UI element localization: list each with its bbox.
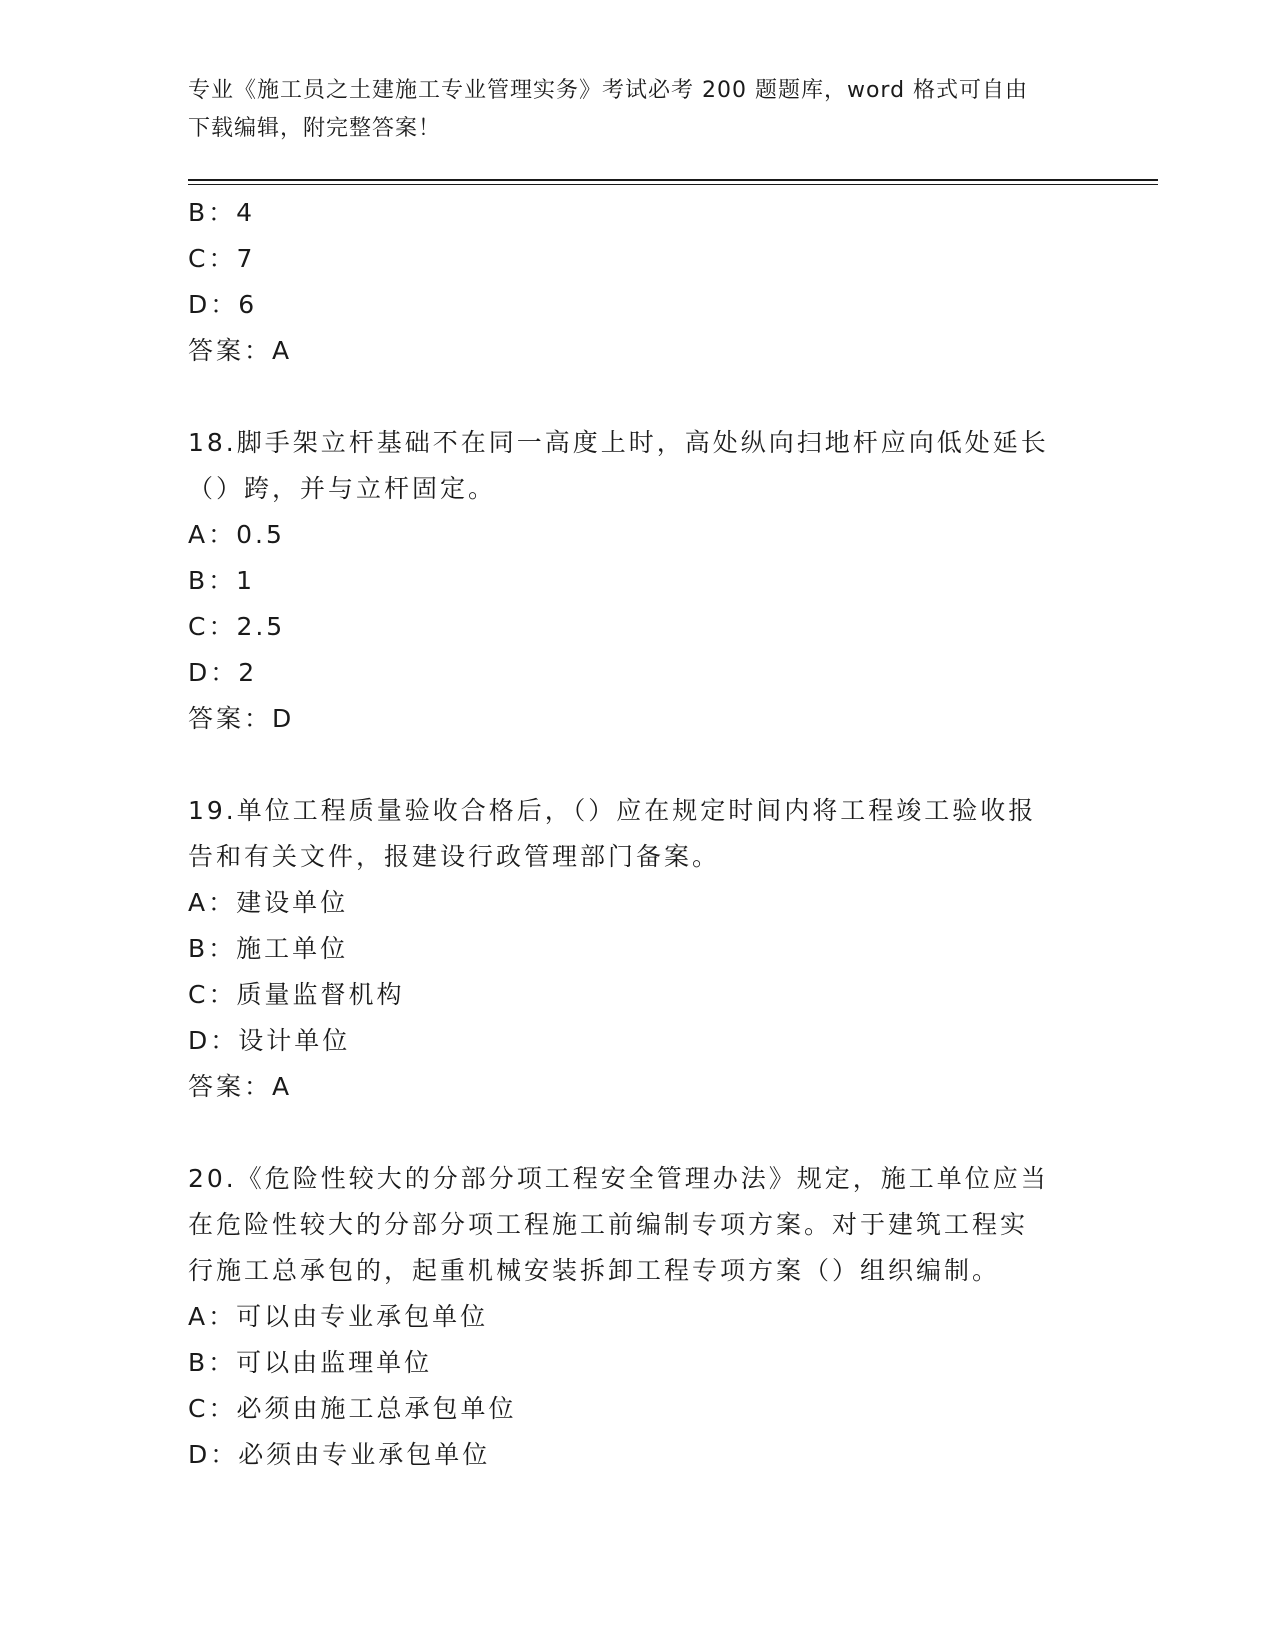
spacer xyxy=(188,374,1088,420)
spacer xyxy=(188,1110,1088,1156)
header-rule-thick xyxy=(188,179,1158,181)
answer-line: 答案：A xyxy=(188,1072,293,1101)
option-d: D：2 xyxy=(188,658,258,687)
question-text: 在危险性较大的分部分项工程施工前编制专项方案。对于建筑工程实 xyxy=(188,1210,1029,1239)
question-block-20 xyxy=(188,1156,1088,1478)
option-a: A：可以由专业承包单位 xyxy=(188,1302,489,1331)
option-d: D：必须由专业承包单位 xyxy=(188,1440,491,1469)
prev-question-block xyxy=(188,190,1088,374)
question-block-18 xyxy=(188,420,1088,742)
header-rule-thin xyxy=(188,184,1158,185)
option-c: C：必须由施工总承包单位 xyxy=(188,1394,517,1423)
question-text: 18.脚手架立杆基础不在同一高度上时，高处纵向扫地杆应向低处延长 xyxy=(188,428,1049,457)
option-d: D：设计单位 xyxy=(188,1026,351,1055)
question-text: 告和有关文件，报建设行政管理部门备案。 xyxy=(188,842,721,871)
option-b: B：可以由监理单位 xyxy=(188,1348,433,1377)
header-line-1: 专业《施工员之土建施工专业管理实务》考试必考 200 题题库，word 格式可自由 xyxy=(188,78,1029,103)
document-header xyxy=(188,72,1068,148)
option-b: B：1 xyxy=(188,566,256,595)
option-c: C：2.5 xyxy=(188,612,286,641)
answer-line: 答案：A xyxy=(188,336,293,365)
option-a: A：建设单位 xyxy=(188,888,349,917)
option-d: D：6 xyxy=(188,290,258,319)
option-c: C：7 xyxy=(188,244,256,273)
question-content xyxy=(188,190,1088,1478)
header-line-2: 下载编辑，附完整答案！ xyxy=(188,116,442,141)
question-block-19 xyxy=(188,788,1088,1110)
option-c: C：质量监督机构 xyxy=(188,980,405,1009)
answer-line: 答案：D xyxy=(188,704,295,733)
question-text: 20.《危险性较大的分部分项工程安全管理办法》规定，施工单位应当 xyxy=(188,1164,1049,1193)
option-b: B：施工单位 xyxy=(188,934,349,963)
question-text: 19.单位工程质量验收合格后，（）应在规定时间内将工程竣工验收报 xyxy=(188,796,1037,825)
option-b: B：4 xyxy=(188,198,256,227)
spacer xyxy=(188,742,1088,788)
question-text: （）跨，并与立杆固定。 xyxy=(188,474,497,503)
question-text: 行施工总承包的，起重机械安装拆卸工程专项方案（）组织编制。 xyxy=(188,1256,1001,1285)
option-a: A：0.5 xyxy=(188,520,285,549)
